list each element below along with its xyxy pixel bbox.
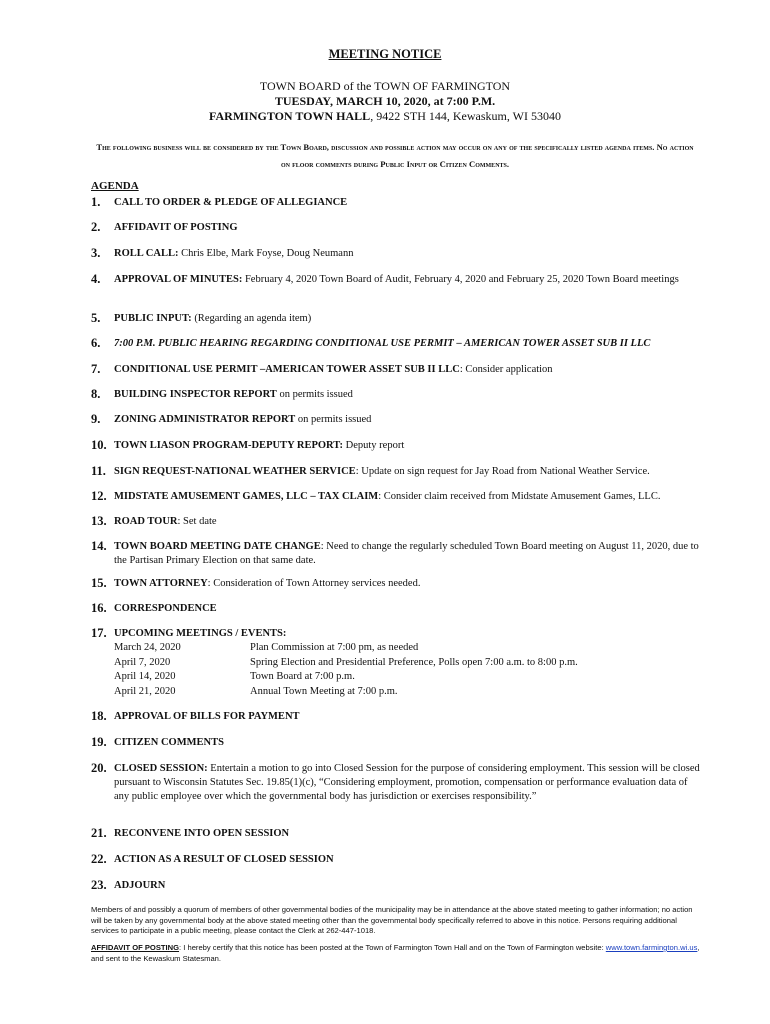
agenda-item-body xyxy=(114,540,701,568)
header-board-line: TOWN BOARD of the TOWN OF FARMINGTON xyxy=(259,79,511,93)
agenda-item-number: 4. xyxy=(91,272,101,286)
agenda-item-label: CITIZEN COMMENTS xyxy=(114,737,224,748)
agenda-item xyxy=(91,273,701,287)
agenda-item-body xyxy=(114,627,701,699)
agenda-item xyxy=(91,879,701,893)
agenda-item-label: APPROVAL OF MINUTES: xyxy=(114,274,243,285)
event-description: Plan Commission at 7:00 pm, as needed xyxy=(250,642,419,653)
location-name: FARMINGTON TOWN HALL xyxy=(209,109,371,123)
agenda-item-text: : Set date xyxy=(177,516,217,527)
page-title: MEETING NOTICE xyxy=(328,47,442,61)
agenda-item-label: ADJOURN xyxy=(114,880,166,891)
upcoming-events-list xyxy=(114,641,701,699)
agenda-item xyxy=(91,827,701,841)
agenda-item xyxy=(91,602,701,616)
agenda-item-text: : Need to change the regularly scheduled Town Board meeting on August 11, 2020, due to the Partisan Primary Election on that same date. xyxy=(114,541,699,566)
event-date: April 21, 2020 xyxy=(114,685,176,697)
intro-notice: The following business will be considered by the Town Board, discussion and possible action may occur on any of the specifically listed agenda items. No action on floor comments during Public Input or Citizen Comments. xyxy=(96,142,694,169)
agenda-item xyxy=(91,413,701,427)
event-date: March 24, 2020 xyxy=(114,642,181,653)
event-description: Town Board at 7:00 p.m. xyxy=(250,671,355,682)
affidavit-of-posting xyxy=(91,943,703,964)
agenda-item-number: 12. xyxy=(91,489,107,503)
agenda-item-body xyxy=(114,221,701,235)
agenda-item xyxy=(91,221,701,235)
agenda-item-body xyxy=(114,879,701,893)
agenda-item-label: ROAD TOUR xyxy=(114,516,178,527)
agenda-item-number: 5. xyxy=(91,311,101,325)
agenda-item xyxy=(91,762,701,804)
agenda-item xyxy=(91,577,701,591)
agenda-item xyxy=(91,710,701,724)
agenda-item-body xyxy=(114,490,701,504)
quorum-notice: Members of and possibly a quorum of members of other governmental bodies of the municipality may be in attendance at the above stated meeting to gather information; no action will be taken by any governmental body at the above stated meeting other than the governmental body specifically referred to above in this notice. Persons requiring additional services to participate in a public meeting, please contact the Clerk at 262-447-1018. xyxy=(91,905,693,935)
agenda-heading: AGENDA xyxy=(91,180,139,192)
affidavit-label: AFFIDAVIT OF POSTING xyxy=(91,943,180,952)
agenda-item xyxy=(91,490,701,504)
agenda-item-body xyxy=(114,273,701,287)
agenda-item-body xyxy=(114,388,701,402)
agenda-item-label: CLOSED SESSION: xyxy=(114,763,208,774)
agenda-item-body xyxy=(114,247,701,261)
agenda-item xyxy=(91,439,701,453)
agenda-item-text: Chris Elbe, Mark Foyse, Doug Neumann xyxy=(178,248,354,259)
agenda-item-body xyxy=(114,439,701,453)
agenda-item-label: ROLL CALL: xyxy=(114,248,179,259)
agenda-item-number: 13. xyxy=(91,514,107,528)
agenda-item-body xyxy=(114,196,701,210)
agenda-item-label: TOWN LIASON PROGRAM-DEPUTY REPORT: xyxy=(114,440,343,451)
agenda-item-text: Deputy report xyxy=(343,440,405,451)
agenda-item-text: on permits issued xyxy=(295,414,372,425)
agenda-item-text: : Consider claim received from Midstate Amusement Games, LLC. xyxy=(378,491,661,502)
agenda-item xyxy=(91,515,701,529)
agenda-item xyxy=(91,388,701,402)
agenda-item-body xyxy=(114,465,701,479)
agenda-item-body xyxy=(114,515,701,529)
agenda-item-body xyxy=(114,762,701,804)
event-row xyxy=(114,670,701,685)
agenda-item-number: 6. xyxy=(91,336,101,350)
agenda-item-number: 22. xyxy=(91,852,107,866)
agenda-item-label: AFFIDAVIT OF POSTING xyxy=(114,222,238,233)
agenda-item xyxy=(91,337,701,351)
affidavit-text: : I hereby certify that this notice has been posted at the Town of Farmington Town Hall and on the Town of Farmington website: xyxy=(179,943,606,952)
agenda-item-label: ACTION AS A RESULT OF CLOSED SESSION xyxy=(114,854,334,865)
agenda-item-text: : Update on sign request for Jay Road from National Weather Service. xyxy=(355,466,650,477)
agenda-item-label: RECONVENE INTO OPEN SESSION xyxy=(114,828,290,839)
agenda-item-text: Entertain a motion to go into Closed Session for the purpose of considering employment. This session will be closed pursuant to Wisconsin Statutes Sec. 19.85(1)(c), “Considering employment, promotion, compensation or performance evaluation data of any public employee over which the governmental body has jurisdiction or exercises responsibility.” xyxy=(114,763,700,802)
agenda-item-label: MIDSTATE AMUSEMENT GAMES, LLC – TAX CLAIM xyxy=(114,491,379,502)
event-date: April 7, 2020 xyxy=(114,656,171,668)
header-date-line: TUESDAY, MARCH 10, 2020, at 7:00 P.M. xyxy=(274,94,496,108)
agenda-item xyxy=(91,247,701,261)
agenda-item-number: 11. xyxy=(91,464,106,478)
agenda-item-label: 7:00 P.M. PUBLIC HEARING REGARDING CONDITIONAL USE PERMIT – AMERICAN TOWER ASSET SUB II LLC xyxy=(114,338,651,349)
agenda-item xyxy=(91,736,701,750)
agenda-item xyxy=(91,312,701,326)
agenda-item-label: TOWN BOARD MEETING DATE CHANGE xyxy=(114,541,321,552)
agenda-item-text: : Consideration of Town Attorney services needed. xyxy=(207,578,421,589)
agenda-item-label: BUILDING INSPECTOR REPORT xyxy=(114,389,277,400)
header-location-line xyxy=(0,109,770,124)
event-row xyxy=(114,656,701,671)
agenda-item-number: 17. xyxy=(91,626,107,640)
agenda-item-text: (Regarding an agenda item) xyxy=(191,313,312,324)
agenda-item xyxy=(91,627,701,699)
agenda-item-number: 18. xyxy=(91,709,107,723)
agenda-item-body xyxy=(114,363,701,377)
agenda-item-label: TOWN ATTORNEY xyxy=(114,578,208,589)
agenda-item-label: ZONING ADMINISTRATOR REPORT xyxy=(114,414,296,425)
agenda-item-number: 7. xyxy=(91,362,101,376)
agenda-item-label: SIGN REQUEST-NATIONAL WEATHER SERVICE xyxy=(114,466,356,477)
agenda-item xyxy=(91,853,701,867)
agenda-item-number: 3. xyxy=(91,246,101,260)
agenda-item-number: 21. xyxy=(91,826,107,840)
agenda-item-label: APPROVAL OF BILLS FOR PAYMENT xyxy=(114,711,300,722)
agenda-item-body xyxy=(114,312,701,326)
agenda-item-body xyxy=(114,827,701,841)
agenda-item-body xyxy=(114,736,701,750)
agenda-item-body xyxy=(114,853,701,867)
event-row xyxy=(114,685,701,700)
agenda-item-label: PUBLIC INPUT: xyxy=(114,313,192,324)
agenda-item-body xyxy=(114,413,701,427)
event-row xyxy=(114,641,701,656)
event-description: Annual Town Meeting at 7:00 p.m. xyxy=(250,685,398,697)
agenda-item-number: 16. xyxy=(91,601,107,615)
agenda-item-body xyxy=(114,577,701,591)
agenda-item xyxy=(91,363,701,377)
agenda-item-number: 23. xyxy=(91,878,107,892)
agenda-item-number: 8. xyxy=(91,387,101,401)
agenda-item-number: 20. xyxy=(91,761,107,775)
agenda-item xyxy=(91,196,701,210)
agenda-item-number: 14. xyxy=(91,539,107,553)
agenda-item-text: February 4, 2020 Town Board of Audit, February 4, 2020 and February 25, 2020 Town Board meetings xyxy=(242,274,679,285)
agenda-item xyxy=(91,540,701,568)
location-address: , 9422 STH 144, Kewaskum, WI 53040 xyxy=(370,109,561,123)
agenda-item xyxy=(91,465,701,479)
agenda-item-label: CONDITIONAL USE PERMIT –AMERICAN TOWER ASSET SUB II LLC xyxy=(114,364,460,375)
agenda-item-number: 10. xyxy=(91,438,107,452)
affidavit-end: , and sent to the Kewaskum Statesman. xyxy=(91,943,700,963)
agenda-item-label: UPCOMING MEETINGS / EVENTS: xyxy=(114,628,287,639)
event-description: Spring Election and Presidential Preference, Polls open 7:00 a.m. to 8:00 p.m. xyxy=(250,656,578,668)
agenda-item-label: CALL TO ORDER & PLEDGE OF ALLEGIANCE xyxy=(114,197,348,208)
agenda-item-body xyxy=(114,337,701,351)
agenda-item-number: 19. xyxy=(91,735,107,749)
event-date: April 14, 2020 xyxy=(114,671,176,682)
agenda-item-label: CORRESPONDENCE xyxy=(114,603,217,614)
agenda-item-number: 15. xyxy=(91,576,107,590)
website-link[interactable]: www.town.farmington.wi.us xyxy=(605,943,698,952)
agenda-item-number: 2. xyxy=(91,220,101,234)
agenda-item-text: on permits issued xyxy=(276,389,353,400)
agenda-item-text: : Consider application xyxy=(459,364,553,375)
agenda-item-number: 9. xyxy=(91,412,101,426)
agenda-item-body xyxy=(114,710,701,724)
agenda-item-body xyxy=(114,602,701,616)
agenda-item-number: 1. xyxy=(91,195,101,209)
